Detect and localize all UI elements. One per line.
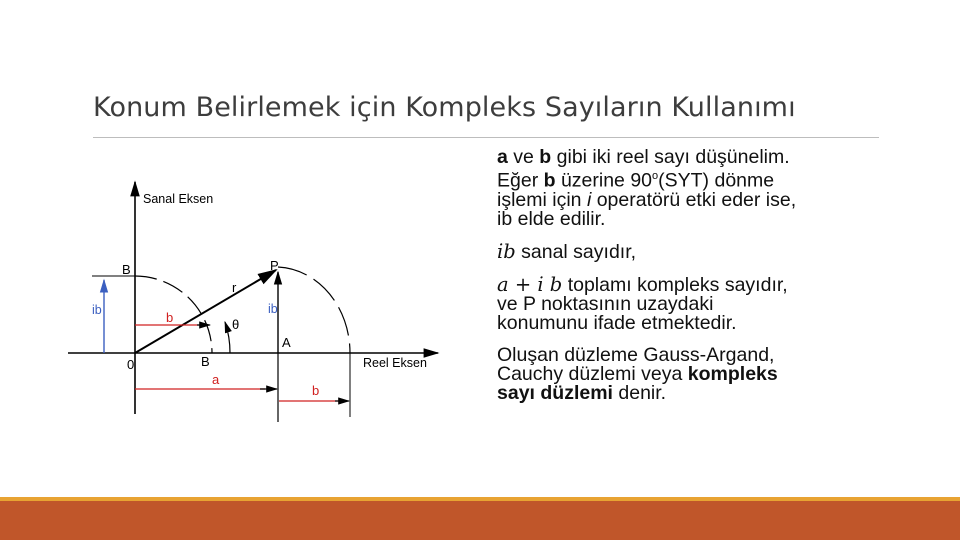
title-divider: [93, 137, 879, 138]
slide-title: Konum Belirlemek için Kompleks Sayıların Kullanımı: [93, 92, 796, 123]
real-axis-label: Reel Eksen: [363, 356, 427, 370]
point-a-label: A: [282, 335, 291, 350]
origin-label: 0: [127, 357, 135, 372]
paragraph-1: a ve b gibi iki reel sayı düşünelim. Eğer b üzerine 90$^o$(SYT) dönme işlemi için i operatörü etki eder ise, ib elde edilir.: [497, 146, 797, 230]
theta-label: θ: [232, 317, 240, 332]
point-b-top-label: B: [122, 262, 131, 277]
explanation-text: [497, 148, 897, 416]
paragraph-3: a + i b toplamı kompleks sayıdır, ve P noktasının uzaydaki konumunu ifade etmektedir.: [497, 272, 788, 334]
b-inner-label: b: [166, 310, 174, 325]
imaginary-axis-label: Sanal Eksen: [143, 192, 214, 206]
paragraph-2: ib sanal sayıdır,: [497, 239, 637, 263]
paragraph-4: Oluşan düzleme Gauss-Argand, Cauchy düzlemi veya kompleks sayı düzlemi denir.: [497, 343, 778, 404]
b-outer-label: b: [312, 383, 320, 398]
a-label: a: [212, 372, 220, 387]
ib-right-label: ib: [268, 302, 278, 316]
vector-r: [135, 270, 276, 353]
point-p-label: P: [270, 258, 279, 273]
footer-bar: [0, 501, 960, 540]
r-label: r: [232, 280, 237, 295]
ib-left-label: ib: [92, 303, 102, 317]
theta-arc: [225, 322, 230, 353]
complex-plane-diagram: [60, 172, 445, 422]
point-b-bottom-label: B: [201, 354, 210, 369]
